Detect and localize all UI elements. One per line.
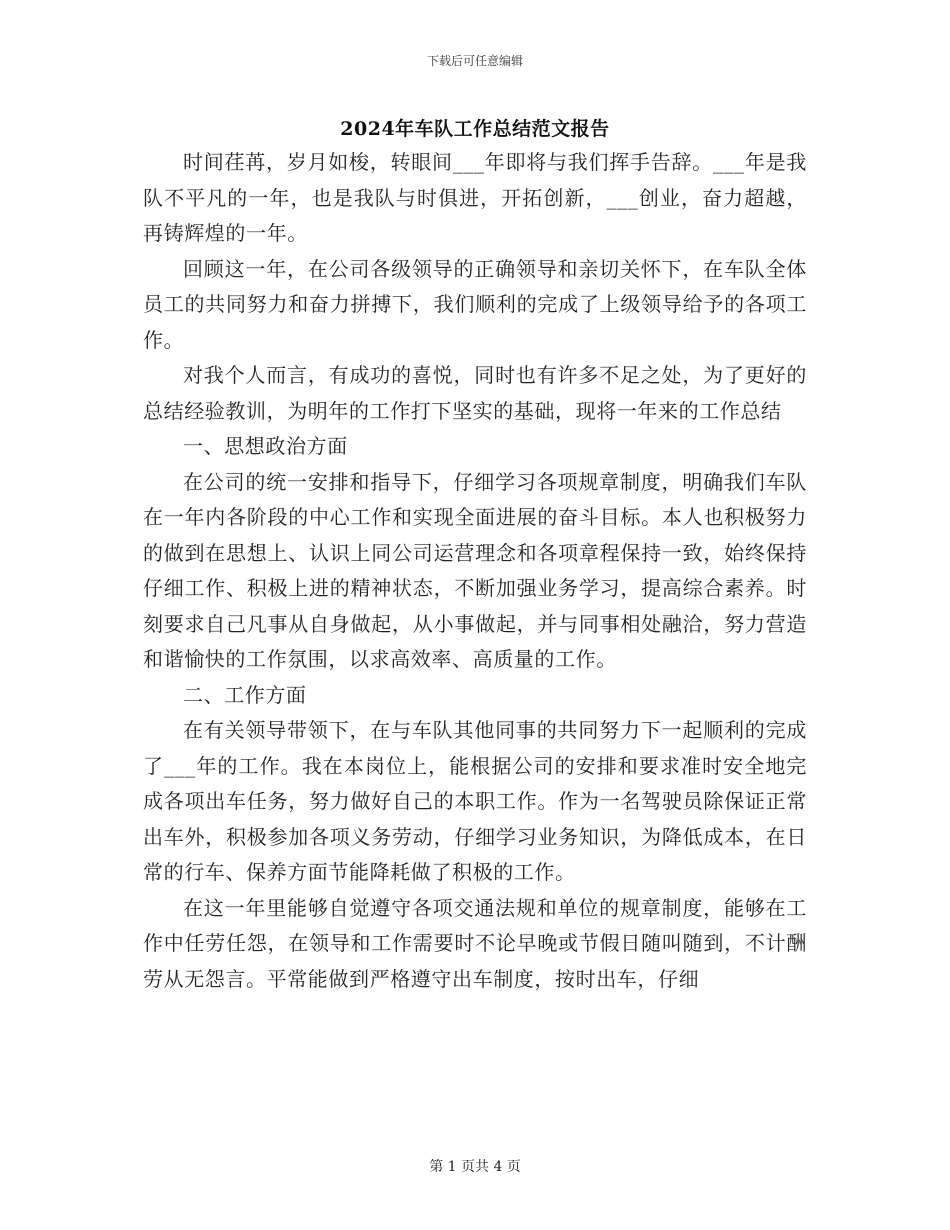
document-title: 2024年车队工作总结范文报告 bbox=[340, 118, 610, 140]
header-note: 下载后可任意编辑 bbox=[426, 54, 523, 68]
paragraph-intro: 时间荏苒，岁月如梭，转眼间___年即将与我们挥手告辞。___年是我队不平凡的一年，也是我队与时俱进，开拓创新，___创业，奋力超越，再铸辉煌的一年。 bbox=[143, 150, 807, 245]
paragraph-ideology: 在公司的统一安排和指导下，仔细学习各项规章制度，明确我们车队在一年内各阶段的中心工作和实现全面进展的奋斗目标。本人也积极努力的做到在思想上、认识上同公司运营理念和各项章程保持一致，始终保持仔细工作、积极上进的精神状态，不断加强业务学习，提高综合素养。时刻要求自己凡事从自身做起，从小事做起，并与同事相处融洽，努力营造和谐愉快的工作氛围，以求高效率、高质量的工作。 bbox=[143, 469, 807, 671]
section-heading-work: 二、工作方面 bbox=[183, 682, 307, 707]
page-number: 第 1 页共 4 页 bbox=[429, 1159, 521, 1175]
paragraph-review: 回顾这一年，在公司各级领导的正确领导和亲切关怀下，在车队全体员工的共同努力和奋力拼搏下，我们顺利的完成了上级领导给予的各项工作。 bbox=[143, 256, 807, 352]
document-body bbox=[143, 145, 807, 997]
section-heading-ideology: 一、思想政治方面 bbox=[183, 434, 348, 458]
paragraph-personal: 对我个人而言，有成功的喜悦，同时也有许多不足之处，为了更好的总结经验教训，为明年的工作打下坚实的基础，现将一年来的工作总结 bbox=[143, 363, 807, 423]
paragraph-discipline: 在这一年里能够自觉遵守各项交通法规和单位的规章制度，能够在工作中任劳任怨，在领导和工作需要时不论早晚或节假日随叫随到，不计酬劳从无怨言。平常能做到严格遵守出车制度，按时出车，仔细 bbox=[143, 895, 807, 991]
paragraph-work: 在有关领导带领下，在与车队其他同事的共同努力下一起顺利的完成了___年的工作。我在本岗位上，能根据公司的安排和要求准时安全地完成各项出车任务，努力做好自己的本职工作。作为一名驾驶员除保证正常出车外，积极参加各项义务劳动，仔细学习业务知识，为降低成本，在日常的行车、保养方面节能降耗做了积极的工作。 bbox=[143, 718, 807, 884]
